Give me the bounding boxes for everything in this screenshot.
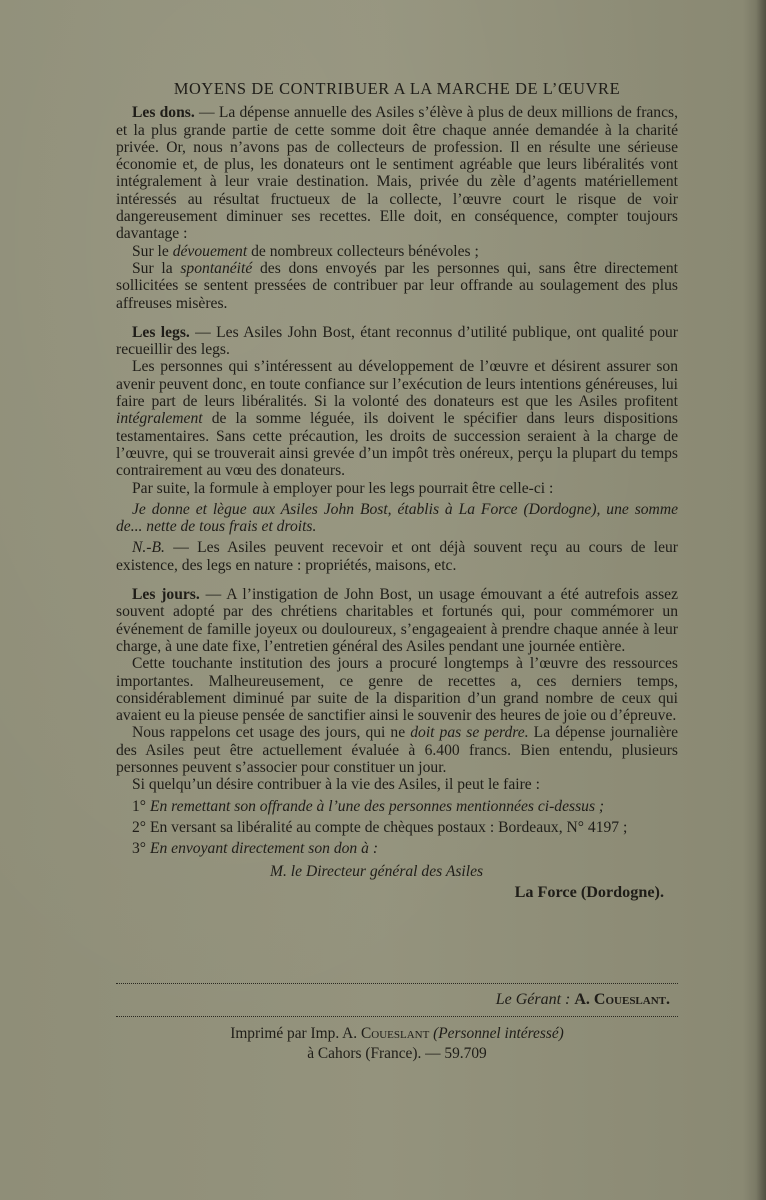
dons-paragraph-1 (116, 104, 678, 242)
imprint-note: (Personnel intéressé) (429, 1025, 564, 1042)
item-2-number: 2° (132, 818, 147, 836)
gerant-name-wrap (574, 991, 670, 1008)
legs-text-2b: de la somme léguée, ils doivent le spécifier dans leurs dispositions testamentaires. Sans cette précaution, les droits de succession seraient à la charge de l’œuvre, qui se trouverait ainsi grevée d’un impôt très onéreux, perçu la plupart du temps contrairement au vœu des donateurs. (116, 410, 678, 480)
gerant-label: Le Gérant : (495, 991, 571, 1008)
item-3-number: 3° (132, 840, 147, 858)
jours-text-3b: La dépense journalière des Asiles peut être actuellement évaluée à 6.400 francs. Bien entendu, plusieurs personnes peuvent s’associer pour constituer un jour. (116, 724, 679, 776)
dons-paragraph-2 (116, 243, 678, 260)
item-3-text: En envoyant directement son don à : (146, 840, 379, 858)
divider-bottom (116, 1016, 678, 1017)
dons-text-3a: Sur la (132, 259, 181, 277)
contribution-item-3 (116, 840, 678, 857)
legs-heading: Les legs. (132, 323, 190, 341)
address-line: La Force (Dordogne). (514, 882, 664, 901)
legs-paragraph-1 (116, 324, 678, 359)
dons-text-2b: de nombreux collecteurs bénévoles ; (247, 242, 479, 260)
imprint-prefix: Imprimé par Imp. A. (230, 1025, 361, 1042)
page-title: MOYENS DE CONTRIBUER A LA MARCHE DE L’ŒUVRE (173, 79, 621, 98)
gerant-name: Coueslant. (593, 991, 670, 1008)
dons-heading: Les dons. (132, 104, 195, 122)
legs-nb-label: N.-B. (132, 539, 165, 557)
item-1-number: 1° (132, 797, 147, 815)
item-2-text: En versant sa libéralité au compte de chèques postaux : Bordeaux, N° 4197 ; (146, 818, 628, 836)
legs-nb-text: — Les Asiles peuvent recevoir et ont déjà souvent reçu au cours de leur existence, des legs en nature : propriétés, maisons, etc. (116, 539, 678, 574)
legs-nb (116, 539, 678, 574)
gerant-initial: A. (574, 991, 594, 1008)
dons-paragraph-3 (116, 260, 678, 312)
imprint-name: Coueslant (360, 1025, 430, 1042)
legs-paragraph-2 (116, 358, 678, 479)
main-text (116, 80, 678, 901)
imprint (116, 1024, 678, 1064)
director-line: M. le Directeur général des Asiles (270, 863, 484, 881)
dons-text-3-em: spontanéité (180, 259, 253, 277)
dons-text-2-em: dévouement (172, 242, 248, 260)
imprint-line-1 (116, 1024, 678, 1044)
jours-text-3-em: doit pas se perdre. (410, 724, 529, 742)
dons-text-2a: Sur le (132, 242, 173, 260)
jours-paragraph-2: Cette touchante institution des jours a procuré longtemps à l’œuvre des ressources importantes. Malheureusement, ce genre de recettes a, ces derniers temps, considérablement diminué par suite de la disparition d’un grand nombre de ceux qui avaient eu la pieuse pensée de sanctifier ainsi le souvenir des heures de joie ou d’épreuve. (116, 655, 678, 725)
page-edge-shadow (756, 0, 766, 1200)
legs-text-2a: Les personnes qui s’intéressent au développement de l’œuvre et désirent assurer son avenir peuvent donc, en toute confiance sur l’exécution de leurs intentions généreuses, lui faire part de leurs libéralités. Si la volonté des donateurs est que les Asiles profitent (116, 358, 678, 411)
legs-formula: Je donne et lègue aux Asiles John Bost, établis à La Force (Dordogne), une somme de... nette de tous frais et droits. (116, 500, 678, 536)
legs-text-2-em: intégralement (116, 410, 203, 428)
legs-text-1: — Les Asiles John Bost, étant reconnus d’utilité publique, ont qualité pour recueillir des legs. (116, 323, 678, 359)
imprint-line-2: à Cahors (France). — 59.709 (307, 1045, 487, 1062)
jours-paragraph-3 (116, 724, 678, 776)
contribution-item-2 (116, 819, 678, 836)
jours-text-3a: Nous rappelons cet usage des jours, qui ne (132, 724, 411, 742)
contribution-item-1 (116, 798, 678, 815)
jours-heading: Les jours. (132, 586, 200, 604)
gerant-line (116, 991, 670, 1009)
jours-text-1: — A l’instigation de John Bost, un usage émouvant a été autrefois assez souvent adopté par des chrétiens charitables et fortunés qui, pour commémorer un événement de famille joyeux ou douloureux, s’engageaient à prendre chaque année à leur charge, à une date fixe, l’entretien général des Asiles pendant une journée entière. (116, 586, 678, 655)
jours-paragraph-4: Si quelqu’un désire contribuer à la vie des Asiles, il peut le faire : (132, 776, 540, 794)
dons-text-1: — La dépense annuelle des Asiles s’élève à plus de deux millions de francs, et la plus grande partie de cette somme doit être chaque année demandée à la charité privée. Or, nous n’avons pas de collecteurs de profession. Il en résulte une sérieuse économie et, de plus, les donateurs ont le sentiment agréable que leurs libéralités vont intégralement à leur vraie destination. Mais, privée du zèle d’agents matériellement intéressés au résultat fructueux de la collecte, l’œuvre court le risque de voir dangereusement diminuer ses recettes. Elle doit, en conséquence, compter toujours davantage : (116, 104, 678, 243)
item-1-text: En remettant son offrande à l’une des personnes mentionnées ci-dessus ; (146, 797, 605, 815)
jours-paragraph-1 (116, 586, 678, 655)
divider-top (116, 983, 678, 984)
legs-paragraph-3: Par suite, la formule à employer pour les legs pourrait être celle-ci : (132, 479, 554, 497)
dons-text-3b: des dons envoyés par les personnes qui, sans être directement sollicitées se sentent pressées de contribuer par leur offrande au soulagement des plus affreuses misères. (116, 259, 678, 312)
